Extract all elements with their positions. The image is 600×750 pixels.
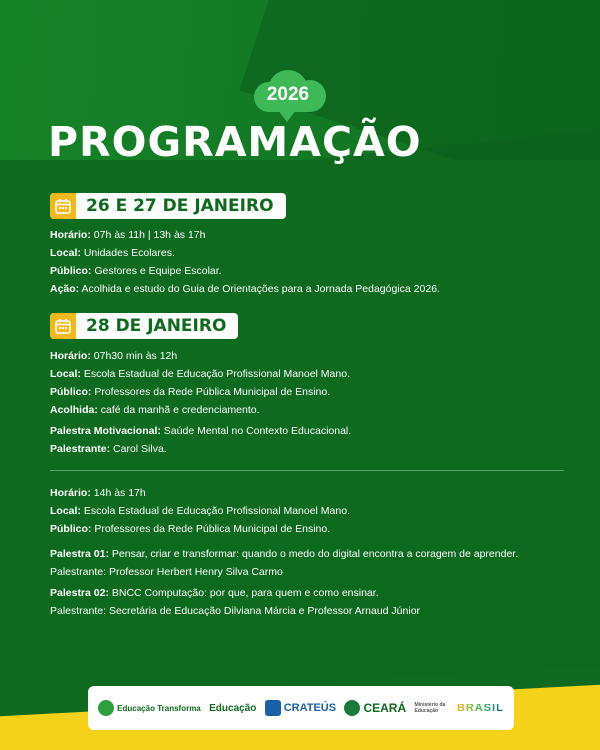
- info-line: Palestrante: Secretária de Educação Dilviana Márcia e Professor Arnaud Júnior: [50, 605, 421, 617]
- info-line: Público: Professores da Rede Pública Municipal de Ensino.: [50, 523, 331, 535]
- divider: [50, 470, 564, 471]
- page-title: PROGRAMAÇÃO: [48, 118, 422, 166]
- calendar-icon: [50, 313, 76, 339]
- info-line: Horário: 07h30 min às 12h: [50, 350, 178, 362]
- info-line: Palestrante: Carol Silva.: [50, 443, 167, 455]
- date-banner-1: [50, 193, 286, 219]
- logo-educacao-transforma: Educação Transforma: [98, 700, 201, 716]
- info-line: Palestra 02: BNCC Computação: por que, para quem e como ensinar.: [50, 587, 379, 599]
- date-label: 28 DE JANEIRO: [86, 316, 227, 336]
- info-line: Palestrante: Professor Herbert Henry Silva Carmo: [50, 566, 283, 578]
- info-line: Acolhida: café da manhã e credenciamento.: [50, 404, 260, 416]
- info-line: Palestra Motivacional: Saúde Mental no Contexto Educacional.: [50, 425, 352, 437]
- calendar-icon: [50, 193, 76, 219]
- logo-ceara: CEARÁ: [344, 700, 406, 716]
- info-line: Local: Escola Estadual de Educação Profissional Manoel Mano.: [50, 505, 350, 517]
- date-label: 26 E 27 DE JANEIRO: [86, 196, 274, 216]
- info-line: Palestra 01: Pensar, criar e transformar: quando o medo do digital encontra a coragem de aprender.: [50, 548, 519, 560]
- date-banner-2: [50, 313, 238, 339]
- logo-ministerio-educacao: Ministério da Educação: [414, 702, 446, 714]
- info-line: Local: Unidades Ecolares.: [50, 247, 175, 259]
- year-label: 2026: [266, 84, 310, 105]
- partner-logos-bar: [88, 686, 514, 730]
- logo-brasil: BRASIL: [456, 701, 504, 714]
- logo-crateus: CRATEÚS: [265, 700, 336, 716]
- info-line: Horário: 07h às 11h | 13h às 17h: [50, 229, 206, 241]
- info-line: Público: Gestores e Equipe Escolar.: [50, 265, 222, 277]
- info-line: Ação: Acolhida e estudo do Guia de Orientações para a Jornada Pedagógica 2026.: [50, 283, 440, 295]
- info-line: Local: Escola Estadual de Educação Profissional Manoel Mano.: [50, 368, 350, 380]
- info-line: Horário: 14h às 17h: [50, 487, 146, 499]
- logo-educacao: Educação: [209, 702, 257, 714]
- year-cloud-badge: [250, 70, 326, 120]
- info-line: Público: Professores da Rede Pública Municipal de Ensino.: [50, 386, 331, 398]
